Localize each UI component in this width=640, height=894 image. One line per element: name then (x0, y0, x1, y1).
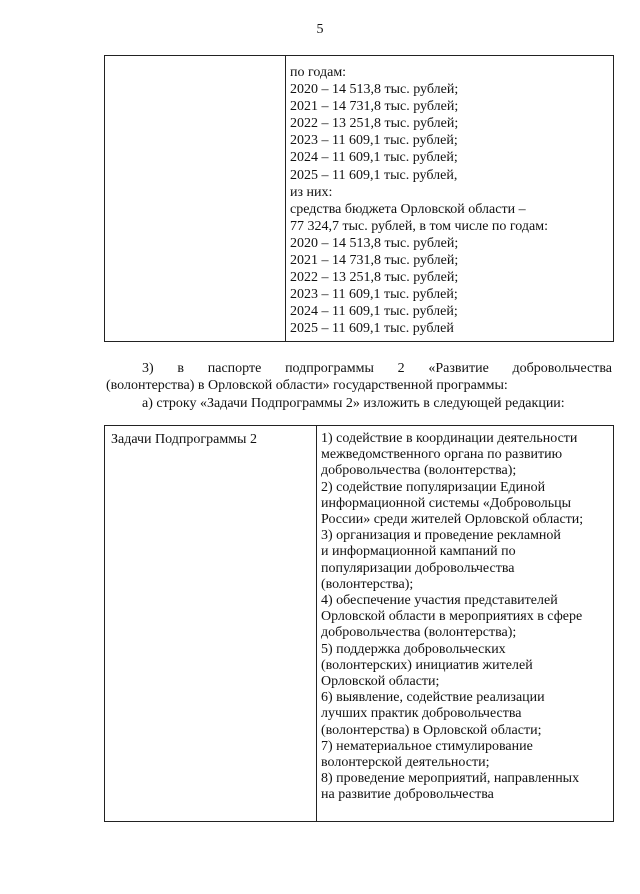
funding-line: 2023 – 11 609,1 тыс. рублей; (290, 133, 458, 149)
funding-line: 2021 – 14 731,8 тыс. рублей; (290, 253, 459, 269)
paragraph-3-line-1: 3) в паспорте подпрограммы 2 «Развитие добровольчества (142, 361, 612, 376)
funding-line: 2020 – 14 513,8 тыс. рублей; (290, 235, 459, 251)
tasks-cell (321, 431, 609, 804)
task-line: межведомственного органа по развитию (321, 447, 563, 463)
task-line: лучших практик добровольчества (321, 706, 522, 722)
page-number: 5 (316, 22, 324, 37)
funding-line: 2022 – 13 251,8 тыс. рублей; (290, 270, 459, 286)
funding-line: 2025 – 11 609,1 тыс. рублей, (290, 167, 458, 183)
funding-line: 2023 – 11 609,1 тыс. рублей; (290, 287, 458, 303)
table-column-divider (316, 426, 317, 821)
funding-table (104, 55, 614, 342)
funding-line: из них: (290, 184, 333, 200)
paragraph-3 (106, 360, 612, 394)
funding-line: 2021 – 14 731,8 тыс. рублей; (290, 99, 459, 115)
paragraph-a: а) строку «Задачи Подпрограммы 2» изложить в следующей редакции: (142, 396, 565, 411)
funding-line: 2022 – 13 251,8 тыс. рублей; (290, 116, 459, 132)
tasks-label: Задачи Подпрограммы 2 (111, 432, 257, 447)
task-line: Орловской области в мероприятиях в сфере (321, 609, 583, 625)
funding-line: средства бюджета Орловской области – (290, 201, 526, 217)
task-line: 5) поддержка добровольческих (321, 641, 506, 657)
funding-line: 2020 – 14 513,8 тыс. рублей; (290, 82, 459, 98)
funding-line: 2024 – 11 609,1 тыс. рублей; (290, 304, 458, 320)
task-line: и информационной кампаний по (321, 544, 516, 560)
task-line: на развитие добровольчества (321, 787, 494, 803)
task-line: популяризации добровольчества (321, 560, 515, 576)
funding-line: 2025 – 11 609,1 тыс. рублей (290, 321, 454, 337)
task-line: 3) организация и проведение рекламной (321, 528, 561, 544)
funding-cell (290, 64, 609, 338)
task-line: добровольчества (волонтерства); (321, 625, 517, 641)
task-line: России» среди жителей Орловской области; (321, 512, 584, 528)
task-line: 7) нематериальное стимулирование (321, 738, 533, 754)
funding-line: 2024 – 11 609,1 тыс. рублей; (290, 150, 458, 166)
funding-line: 77 324,7 тыс. рублей, в том числе по годам: (290, 218, 548, 234)
task-line: волонтерской деятельности; (321, 755, 490, 771)
task-line: (волонтерства) в Орловской области; (321, 722, 542, 738)
task-line: 8) проведение мероприятий, направленных (321, 771, 580, 787)
task-line: 4) обеспечение участия представителей (321, 593, 558, 609)
task-line: 6) выявление, содействие реализации (321, 690, 545, 706)
task-line: (волонтерских) инициатив жителей (321, 657, 533, 673)
task-line: информационной системы «Добровольцы (321, 495, 572, 511)
tasks-table (104, 425, 614, 822)
table-column-divider (285, 56, 286, 341)
paragraph-3-line-2: (волонтерства) в Орловской области» государственной программы: (106, 378, 508, 393)
task-line: (волонтерства); (321, 576, 414, 592)
task-line: 1) содействие в координации деятельности (321, 431, 578, 446)
task-line: добровольчества (волонтерства); (321, 463, 517, 479)
task-line: 2) содействие популяризации Единой (321, 479, 546, 495)
task-line: Орловской области; (321, 674, 440, 690)
funding-line: по годам: (290, 65, 347, 80)
